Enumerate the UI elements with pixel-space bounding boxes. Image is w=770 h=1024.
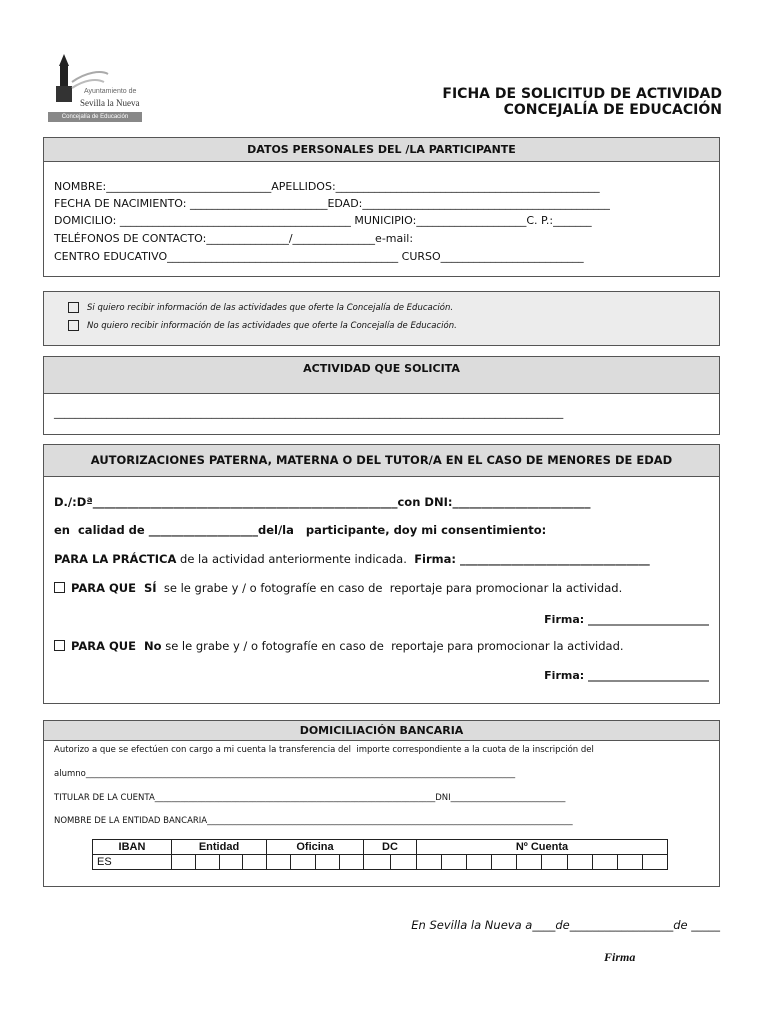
oficina-digit[interactable] <box>339 855 363 870</box>
info-yes-option[interactable] <box>68 302 453 313</box>
place-date-field[interactable]: En Sevilla la Nueva a____de__________________de _____ <box>411 918 720 932</box>
info-no-option[interactable] <box>68 320 457 331</box>
practice-label: PARA LA PRÁCTICA <box>54 552 177 566</box>
student-field[interactable]: alumno_____________________________________________________________________________________________________ <box>54 769 516 779</box>
signature-label: Firma <box>604 950 636 964</box>
title-line2: CONCEJALÍA DE EDUCACIÓN <box>503 102 722 118</box>
cuenta-digit[interactable] <box>567 855 592 870</box>
col-cuenta: Nº Cuenta <box>417 840 668 855</box>
cuenta-digit[interactable] <box>517 855 542 870</box>
municipal-logo <box>46 52 146 128</box>
recording-yes-label: PARA QUE SÍ <box>71 581 157 595</box>
entidad-digit[interactable] <box>219 855 243 870</box>
bank-heading: DOMICILIACIÓN BANCARIA <box>44 721 719 741</box>
name-surname-field[interactable]: NOMBRE:______________________________APELLIDOS:________________________________________________ <box>54 180 600 193</box>
bank-name-field[interactable]: NOMBRE DE LA ENTIDAD BANCARIA______________________________________________________________________________________ <box>54 816 573 826</box>
practice-text: de la actividad anteriormente indicada. <box>176 552 415 566</box>
col-dc: DC <box>364 840 417 855</box>
bank-table-header <box>93 840 668 855</box>
checkbox-info-yes[interactable] <box>68 302 79 313</box>
col-oficina: Oficina <box>267 840 364 855</box>
phones-email-field[interactable]: TELÉFONOS DE CONTACTO:_______________/_______________e-mail: <box>54 232 414 245</box>
activity-section <box>43 356 720 435</box>
bank-account-table <box>92 839 668 870</box>
personal-data-section <box>43 137 720 277</box>
entidad-digit[interactable] <box>172 855 196 870</box>
personal-data-heading: DATOS PERSONALES DEL /LA PARTICIPANTE <box>44 138 719 162</box>
cuenta-digit[interactable] <box>542 855 567 870</box>
activity-heading: ACTIVIDAD QUE SOLICITA <box>44 357 719 394</box>
oficina-digit[interactable] <box>291 855 315 870</box>
oficina-digit[interactable] <box>315 855 339 870</box>
oficina-digit[interactable] <box>267 855 291 870</box>
school-course-field[interactable]: CENTRO EDUCATIVO__________________________________________ CURSO__________________________ <box>54 250 584 263</box>
info-preference-section <box>43 291 720 346</box>
address-field[interactable]: DOMICILIO: __________________________________________ MUNICIPIO:____________________C. P.:_______ <box>54 214 592 227</box>
authorization-heading: AUTORIZACIONES PATERNA, MATERNA O DEL TUTOR/A EN EL CASO DE MENORES DE EDAD <box>44 445 719 477</box>
authorization-section <box>43 444 720 704</box>
bank-table-input-row <box>93 855 668 870</box>
account-holder-dni-field[interactable]: TITULAR DE LA CUENTA__________________________________________________________________DNI___________________________ <box>54 793 566 803</box>
checkbox-recording-no[interactable] <box>54 640 65 651</box>
cuenta-digit[interactable] <box>642 855 667 870</box>
cuenta-digit[interactable] <box>467 855 492 870</box>
col-entidad: Entidad <box>172 840 267 855</box>
logo-text-line1: Ayuntamiento de <box>84 88 137 95</box>
logo-text-line3: Concejalía de Educación <box>48 112 142 122</box>
info-yes-label: Si quiero recibir información de las actividades que oferte la Concejalía de Educación. <box>87 303 454 313</box>
birthdate-age-field[interactable]: FECHA DE NACIMIENTO: _________________________EDAD:_____________________________________________ <box>54 197 610 210</box>
recording-no-label: PARA QUE No <box>71 639 162 653</box>
recording-no-text: se le grabe y / o fotografíe en caso de reportaje para promocionar la actividad. <box>161 639 624 653</box>
title-line1: FICHA DE SOLICITUD DE ACTIVIDAD <box>442 86 722 102</box>
practice-signature-field[interactable]: Firma: _________________________________ <box>414 552 650 566</box>
dc-digit[interactable] <box>390 855 417 870</box>
entidad-digit[interactable] <box>243 855 267 870</box>
iban-cell[interactable]: ES <box>93 855 172 870</box>
recording-yes-option[interactable] <box>54 581 622 595</box>
document-title <box>442 86 722 118</box>
checkbox-recording-yes[interactable] <box>54 582 65 593</box>
cuenta-digit[interactable] <box>592 855 617 870</box>
bank-authorization-text: Autorizo a que se efectúen con cargo a mi cuenta la transferencia del importe correspondiente a la cuota de la inscripción del <box>54 745 594 755</box>
info-no-label: No quiero recibir información de las actividades que oferte la Concejalía de Educación. <box>87 321 457 331</box>
recording-yes-text: se le grabe y / o fotografíe en caso de reportaje para promocionar la actividad. <box>156 581 623 595</box>
recording-yes-signature-field[interactable]: Firma: ______________________ <box>544 613 709 626</box>
cuenta-digit[interactable] <box>492 855 517 870</box>
recording-no-option[interactable] <box>54 639 624 653</box>
recording-no-signature-field[interactable]: Firma: ______________________ <box>544 669 709 682</box>
activity-field[interactable]: _________________________________________________________________________________________________ <box>54 407 564 419</box>
guardian-name-dni-field[interactable]: D./:Dª_____________________________________________________con DNI:________________________ <box>54 495 591 509</box>
entidad-digit[interactable] <box>195 855 219 870</box>
guardian-capacity-field[interactable]: en calidad de ___________________del/la participante, doy mi consentimiento: <box>54 523 547 537</box>
cuenta-digit[interactable] <box>442 855 467 870</box>
bank-section <box>43 720 720 887</box>
practice-consent-line <box>54 552 650 566</box>
dc-digit[interactable] <box>364 855 391 870</box>
checkbox-info-no[interactable] <box>68 320 79 331</box>
col-iban: IBAN <box>93 840 172 855</box>
cuenta-digit[interactable] <box>417 855 442 870</box>
cuenta-digit[interactable] <box>617 855 642 870</box>
logo-text-line2: Sevilla la Nueva <box>80 98 140 108</box>
